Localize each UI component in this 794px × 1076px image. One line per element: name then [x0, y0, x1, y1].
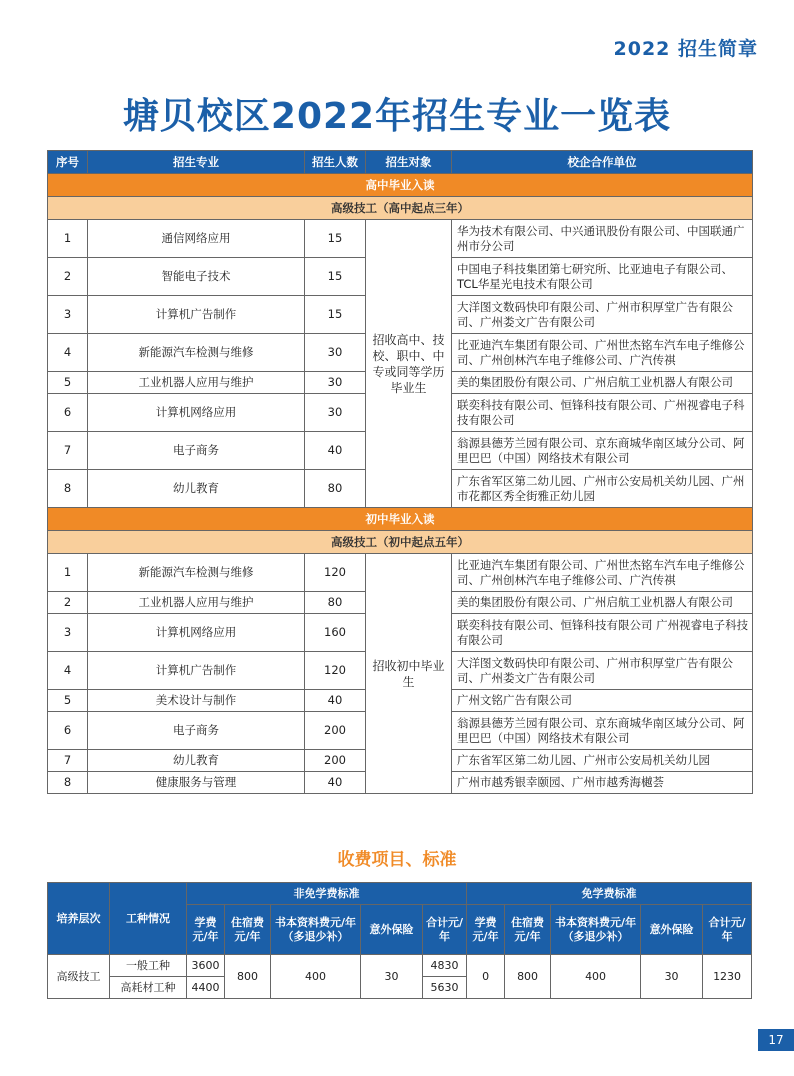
major-name: 计算机广告制作 — [88, 296, 305, 334]
section-title: 初中毕业入读 — [48, 508, 753, 531]
fee-col-insurance: 意外保险 — [361, 905, 423, 955]
header-count: 招生人数 — [305, 151, 366, 174]
major-name: 计算机网络应用 — [88, 614, 305, 652]
fee-total: 5630 — [423, 977, 467, 999]
major-name: 幼儿教育 — [88, 470, 305, 508]
row-number: 4 — [48, 334, 88, 372]
fee-title: 收费项目、标准 — [337, 850, 457, 870]
enroll-count: 15 — [305, 220, 366, 258]
fee-tuition: 4400 — [187, 977, 225, 999]
partner-companies: 美的集团股份有限公司、广州启航工业机器人有限公司 — [452, 592, 753, 614]
target-students: 招收高中、技校、职中、中专或同等学历毕业生 — [366, 220, 452, 508]
partner-companies: 比亚迪汽车集团有限公司、广州世杰铭车汽车电子维修公司、广州创林汽车电子维修公司、广汽传祺 — [452, 334, 753, 372]
enroll-count: 30 — [305, 394, 366, 432]
row-number: 1 — [48, 554, 88, 592]
enroll-count: 120 — [305, 554, 366, 592]
row-number: 2 — [48, 258, 88, 296]
major-name: 计算机广告制作 — [88, 652, 305, 690]
fee-header-level: 培养层次 — [48, 883, 110, 955]
partner-companies: 联奕科技有限公司、恒锋科技有限公司、广州视睿电子科技有限公司 — [452, 394, 753, 432]
enroll-count: 200 — [305, 712, 366, 750]
partner-companies: 翁源县德芳兰园有限公司、京东商城华南区域分公司、阿里巴巴（中国）网络技术有限公司 — [452, 712, 753, 750]
major-name: 工业机器人应用与维护 — [88, 372, 305, 394]
enroll-count: 30 — [305, 372, 366, 394]
row-number: 7 — [48, 750, 88, 772]
major-table — [47, 150, 753, 794]
free-tuition: 0 — [467, 955, 505, 999]
partner-companies: 广州市越秀银幸颐园、广州市越秀海樾荟 — [452, 772, 753, 794]
section-row — [48, 174, 753, 197]
major-name: 计算机网络应用 — [88, 394, 305, 432]
fee-header-type: 工种情况 — [110, 883, 187, 955]
row-number: 5 — [48, 372, 88, 394]
row-number: 6 — [48, 394, 88, 432]
fee-type: 一般工种 — [110, 955, 187, 977]
partner-companies: 中国电子科技集团第七研究所、比亚迪电子有限公司、TCL华星光电技术有限公司 — [452, 258, 753, 296]
partner-companies: 翁源县德芳兰园有限公司、京东商城华南区域分公司、阿里巴巴（中国）网络技术有限公司 — [452, 432, 753, 470]
partner-companies: 美的集团股份有限公司、广州启航工业机器人有限公司 — [452, 372, 753, 394]
partner-companies: 广州文铭广告有限公司 — [452, 690, 753, 712]
row-number: 3 — [48, 296, 88, 334]
fee-total: 4830 — [423, 955, 467, 977]
fee-col-tuition: 学费元/年 — [187, 905, 225, 955]
subsection-title: 高级技工（高中起点三年） — [48, 197, 753, 220]
partner-companies: 大洋图文数码快印有限公司、广州市积厚堂广告有限公司、广州娄文广告有限公司 — [452, 296, 753, 334]
row-number: 4 — [48, 652, 88, 690]
major-name: 电子商务 — [88, 432, 305, 470]
enroll-count: 40 — [305, 772, 366, 794]
fee-col-tuition: 学费元/年 — [467, 905, 505, 955]
fee-col-books: 书本资料费元/年（多退少补） — [551, 905, 641, 955]
major-name: 通信网络应用 — [88, 220, 305, 258]
subsection-title: 高级技工（初中起点五年） — [48, 531, 753, 554]
major-name: 新能源汽车检测与维修 — [88, 554, 305, 592]
free-books: 400 — [551, 955, 641, 999]
fee-col-books: 书本资料费元/年（多退少补） — [271, 905, 361, 955]
enroll-count: 80 — [305, 470, 366, 508]
free-lodging: 800 — [505, 955, 551, 999]
major-name: 工业机器人应用与维护 — [88, 592, 305, 614]
page-number: 17 — [758, 1029, 794, 1051]
fee-col-total: 合计元/年 — [423, 905, 467, 955]
partner-companies: 联奕科技有限公司、恒锋科技有限公司 广州视睿电子科技有限公司 — [452, 614, 753, 652]
fee-type: 高耗材工种 — [110, 977, 187, 999]
brand-header: 2022 招生简章 — [613, 38, 758, 60]
fee-books: 400 — [271, 955, 361, 999]
partner-companies: 广东省军区第二幼儿园、广州市公安局机关幼儿园 — [452, 750, 753, 772]
fee-row — [48, 955, 752, 977]
major-name: 幼儿教育 — [88, 750, 305, 772]
target-students: 招收初中毕业生 — [366, 554, 452, 794]
header-target: 招生对象 — [366, 151, 452, 174]
enroll-count: 15 — [305, 296, 366, 334]
major-name: 美术设计与制作 — [88, 690, 305, 712]
section-title: 高中毕业入读 — [48, 174, 753, 197]
section-row — [48, 508, 753, 531]
row-number: 8 — [48, 772, 88, 794]
row-number: 1 — [48, 220, 88, 258]
enroll-count: 40 — [305, 690, 366, 712]
major-name: 健康服务与管理 — [88, 772, 305, 794]
fee-level: 高级技工 — [48, 955, 110, 999]
major-table-header — [48, 151, 753, 174]
enroll-count: 30 — [305, 334, 366, 372]
enroll-count: 15 — [305, 258, 366, 296]
row-number: 2 — [48, 592, 88, 614]
table-row — [48, 554, 753, 592]
free-total: 1230 — [703, 955, 752, 999]
major-name: 智能电子技术 — [88, 258, 305, 296]
fee-tuition: 3600 — [187, 955, 225, 977]
row-number: 5 — [48, 690, 88, 712]
partner-companies: 大洋图文数码快印有限公司、广州市积厚堂广告有限公司、广州娄文广告有限公司 — [452, 652, 753, 690]
row-number: 8 — [48, 470, 88, 508]
subsection-row — [48, 531, 753, 554]
fee-col-lodging: 住宿费元/年 — [225, 905, 271, 955]
fee-col-insurance: 意外保险 — [641, 905, 703, 955]
page-title: 塘贝校区2022年招生专业一览表 — [122, 96, 672, 137]
partner-companies: 华为技术有限公司、中兴通讯股份有限公司、中国联通广州市分公司 — [452, 220, 753, 258]
header-partners: 校企合作单位 — [452, 151, 753, 174]
fee-insurance: 30 — [361, 955, 423, 999]
free-insurance: 30 — [641, 955, 703, 999]
enroll-count: 120 — [305, 652, 366, 690]
partner-companies: 广东省军区第二幼儿园、广州市公安局机关幼儿园、广州市花都区秀全街雅正幼儿园 — [452, 470, 753, 508]
row-number: 6 — [48, 712, 88, 750]
major-name: 新能源汽车检测与维修 — [88, 334, 305, 372]
header-no: 序号 — [48, 151, 88, 174]
major-name: 电子商务 — [88, 712, 305, 750]
fee-col-total: 合计元/年 — [703, 905, 752, 955]
fee-header-nonfree: 非免学费标准 — [187, 883, 467, 905]
partner-companies: 比亚迪汽车集团有限公司、广州世杰铭车汽车电子维修公司、广州创林汽车电子维修公司、广汽传祺 — [452, 554, 753, 592]
fee-table — [47, 882, 752, 999]
fee-lodging: 800 — [225, 955, 271, 999]
enroll-count: 80 — [305, 592, 366, 614]
enroll-count: 160 — [305, 614, 366, 652]
table-row — [48, 220, 753, 258]
row-number: 7 — [48, 432, 88, 470]
fee-col-lodging: 住宿费元/年 — [505, 905, 551, 955]
fee-header-free: 免学费标准 — [467, 883, 752, 905]
row-number: 3 — [48, 614, 88, 652]
subsection-row — [48, 197, 753, 220]
enroll-count: 40 — [305, 432, 366, 470]
header-major: 招生专业 — [88, 151, 305, 174]
enroll-count: 200 — [305, 750, 366, 772]
